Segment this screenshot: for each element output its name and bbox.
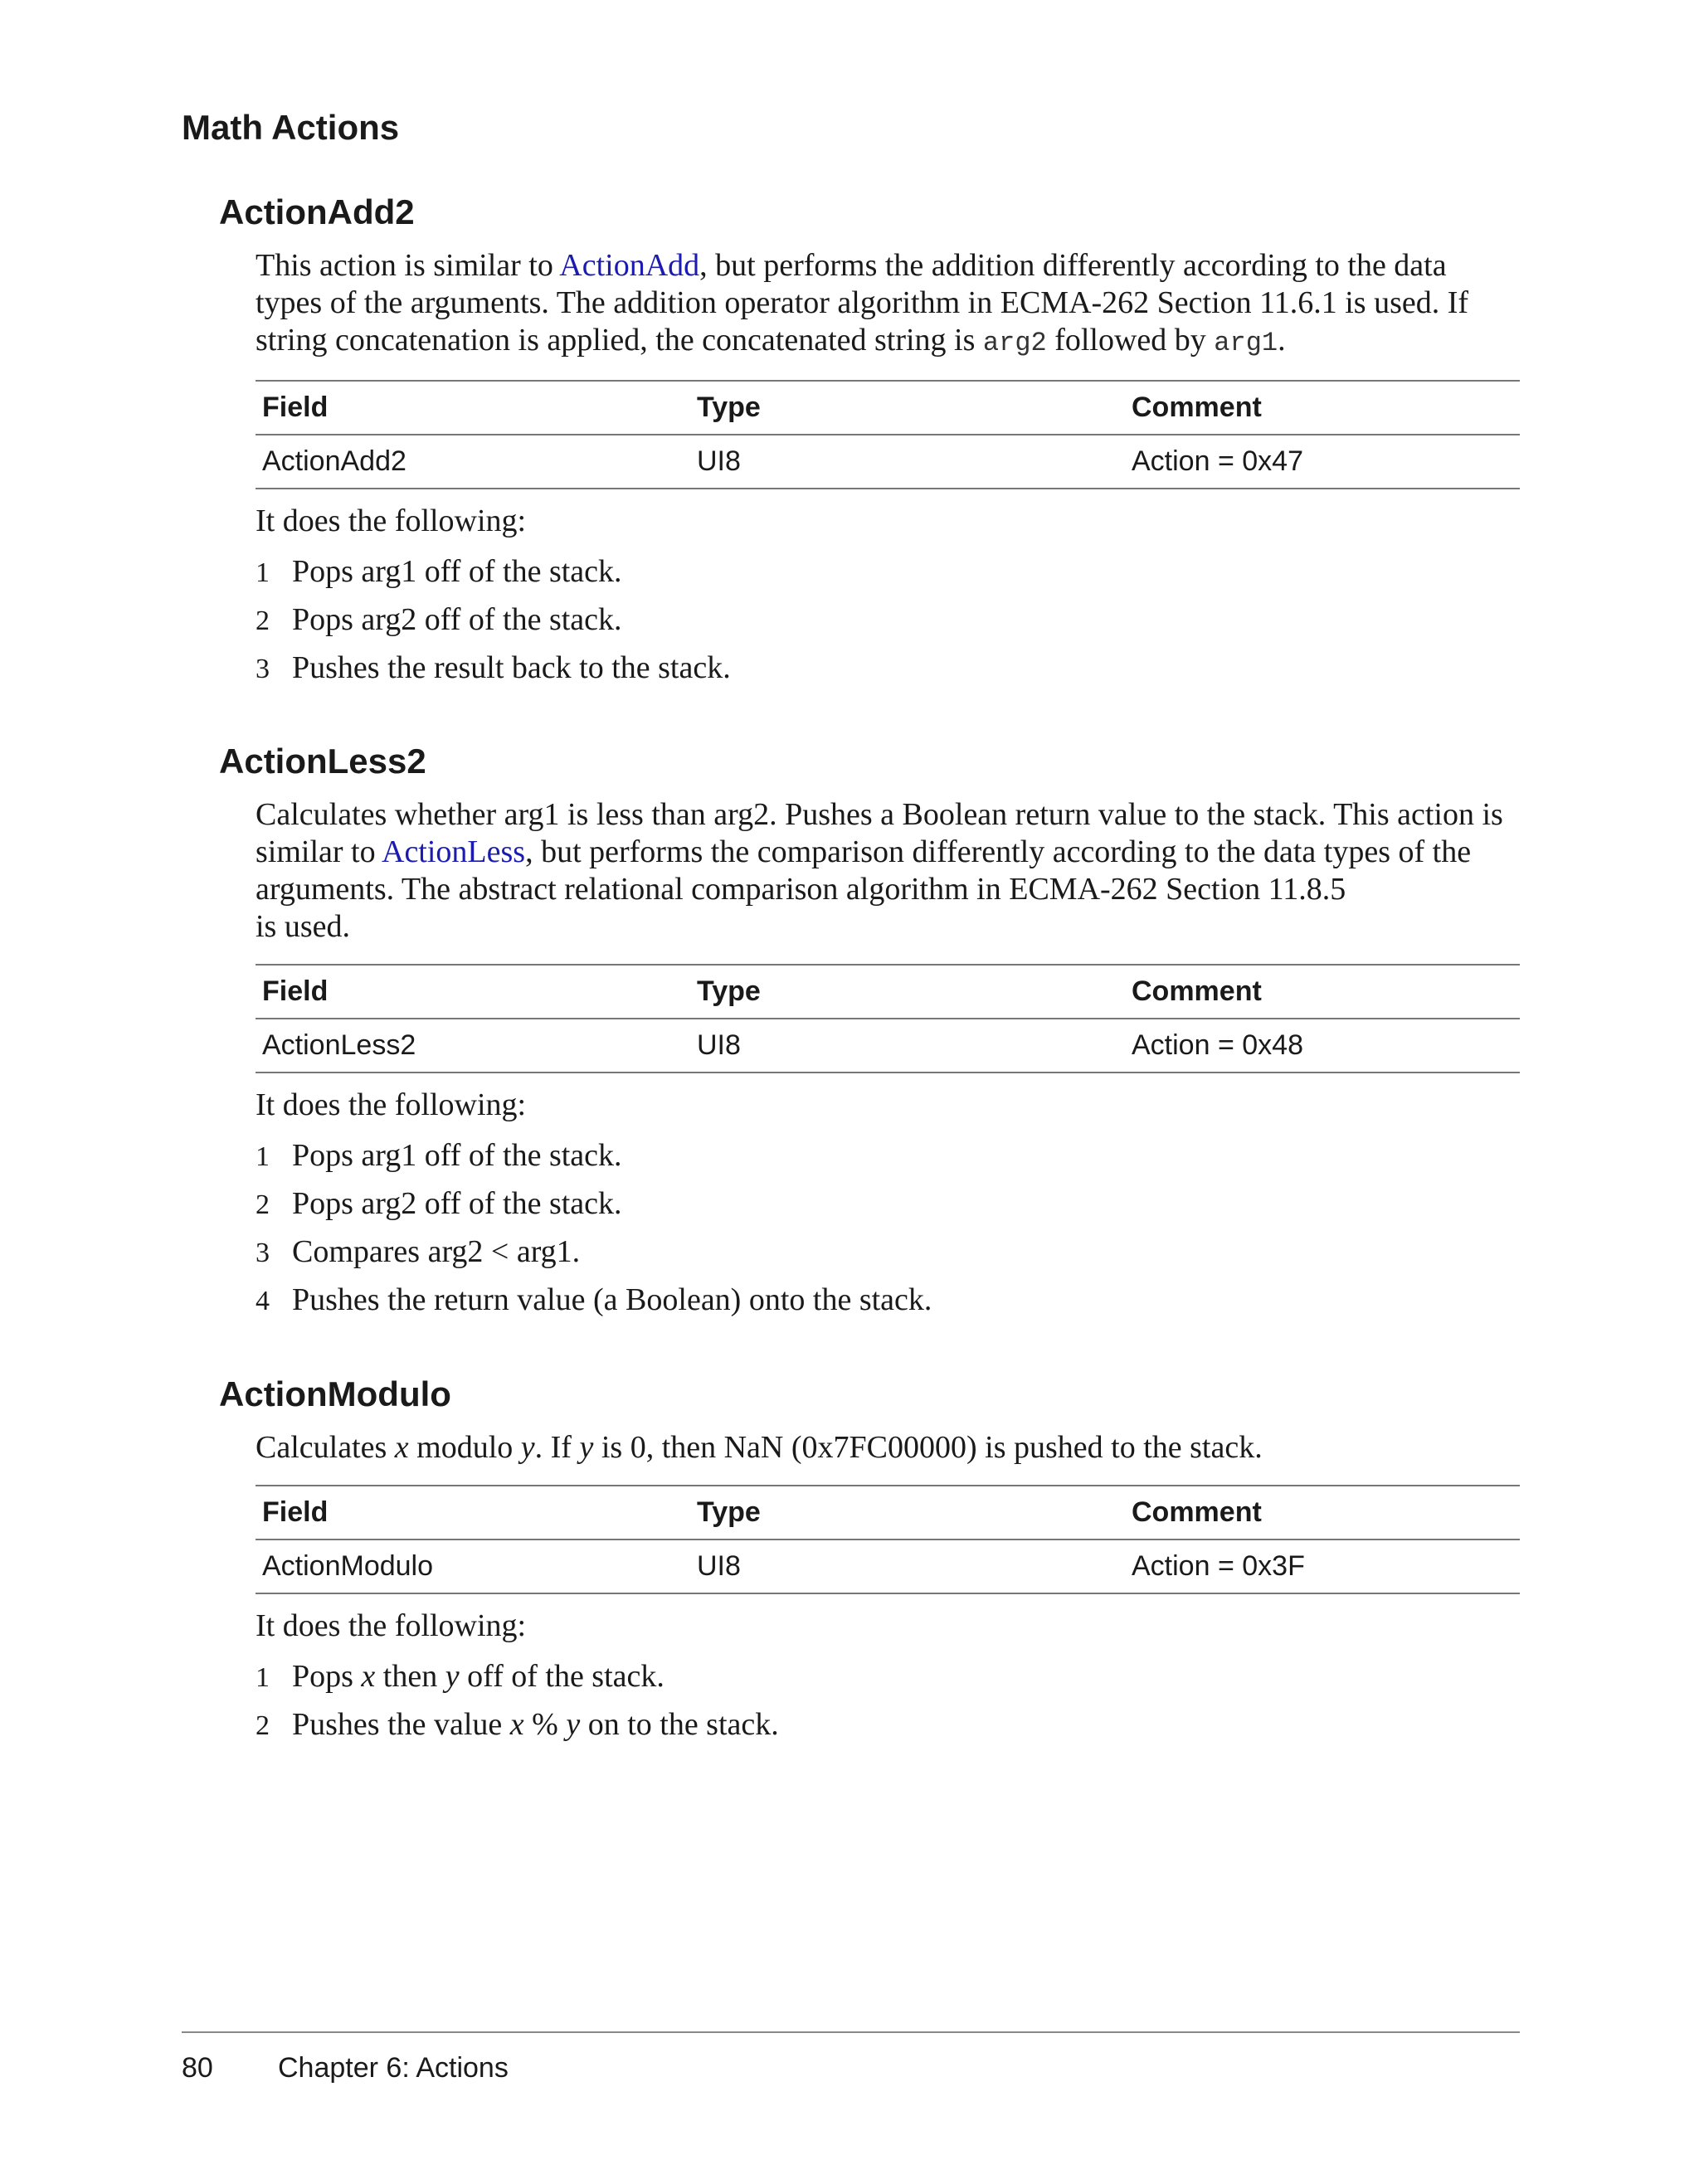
action-less2-title: ActionLess2 <box>219 742 426 781</box>
table-header-row <box>256 965 1520 1019</box>
section-title: Math Actions <box>182 108 400 147</box>
header-field: Field <box>256 381 690 435</box>
list-item: 1 Pops x then y off of the stack. <box>256 1659 665 1694</box>
cell-type: UI8 <box>690 435 1125 489</box>
table-row <box>256 1019 1520 1073</box>
action-modulo-table <box>256 1485 1520 1594</box>
action-add2-steps <box>256 548 1520 693</box>
header-comment: Comment <box>1125 965 1520 1019</box>
header-type: Type <box>690 1486 1125 1540</box>
footer-divider <box>182 2031 1520 2033</box>
action-modulo-steps <box>256 1653 1520 1749</box>
action-add2-table <box>256 380 1520 489</box>
action-less2-table <box>256 964 1520 1073</box>
action-less2-steps <box>256 1132 1520 1325</box>
header-comment: Comment <box>1125 381 1520 435</box>
cell-type: UI8 <box>690 1019 1125 1073</box>
table-row <box>256 1540 1520 1593</box>
list-item: 4 Pushes the return value (a Boolean) onto the stack. <box>256 1282 932 1317</box>
header-field: Field <box>256 1486 690 1540</box>
action-less2-description: Calculates whether arg1 is less than arg2. Pushes a Boolean return value to the stack. This action is similar to ActionLess, but performs the comparison differently according to the data types of the arguments. The abstract relational comparison algorithm in ECMA-262 Section 11.8.5 is used. <box>256 797 1503 944</box>
list-item: 3 Pushes the result back to the stack. <box>256 650 731 685</box>
action-add2-intro: It does the following: <box>256 503 527 538</box>
cell-type: UI8 <box>690 1540 1125 1593</box>
table-header-row <box>256 381 1520 435</box>
action-modulo-section <box>219 1371 1520 1749</box>
action-add2-section <box>219 189 1520 693</box>
cell-field: ActionModulo <box>256 1540 690 1593</box>
list-item: 2 Pops arg2 off of the stack. <box>256 1186 622 1221</box>
cell-comment: Action = 0x48 <box>1125 1019 1520 1073</box>
list-item: 1 Pops arg1 off of the stack. <box>256 554 622 589</box>
list-item: 3 Compares arg2 < arg1. <box>256 1234 581 1269</box>
code-arg2: arg2 <box>982 328 1047 358</box>
page-footer <box>182 2052 509 2084</box>
action-less2-intro: It does the following: <box>256 1087 527 1122</box>
action-modulo-intro: It does the following: <box>256 1608 527 1643</box>
action-add2-title: ActionAdd2 <box>219 192 415 231</box>
action-add-link[interactable]: ActionAdd <box>559 248 700 283</box>
cell-comment: Action = 0x47 <box>1125 435 1520 489</box>
action-modulo-title: ActionModulo <box>219 1374 451 1413</box>
header-type: Type <box>690 965 1125 1019</box>
list-item: 2 Pushes the value x % y on to the stack. <box>256 1707 779 1742</box>
header-comment: Comment <box>1125 1486 1520 1540</box>
header-field: Field <box>256 965 690 1019</box>
header-type: Type <box>690 381 1125 435</box>
chapter-label: Chapter 6: Actions <box>278 2052 509 2084</box>
cell-field: ActionAdd2 <box>256 435 690 489</box>
table-row <box>256 435 1520 489</box>
list-item: 2 Pops arg2 off of the stack. <box>256 602 622 637</box>
action-less-link[interactable]: ActionLess <box>382 834 526 869</box>
action-modulo-description: Calculates x modulo y. If y is 0, then NaN (0x7FC00000) is pushed to the stack. <box>256 1430 1263 1465</box>
code-arg1: arg1 <box>1214 328 1278 358</box>
cell-comment: Action = 0x3F <box>1125 1540 1520 1593</box>
list-item: 1 Pops arg1 off of the stack. <box>256 1138 622 1173</box>
action-less2-section <box>219 738 1520 1325</box>
action-add2-description: This action is similar to ActionAdd, but performs the addition differently according to the data types of the arguments. The addition operator algorithm in ECMA-262 Section 11.6.1 is used. If string concatenation is applied, the concatenated string is arg2 followed by arg1. <box>256 248 1469 358</box>
page-number: 80 <box>182 2052 213 2084</box>
table-header-row <box>256 1486 1520 1540</box>
cell-field: ActionLess2 <box>256 1019 690 1073</box>
